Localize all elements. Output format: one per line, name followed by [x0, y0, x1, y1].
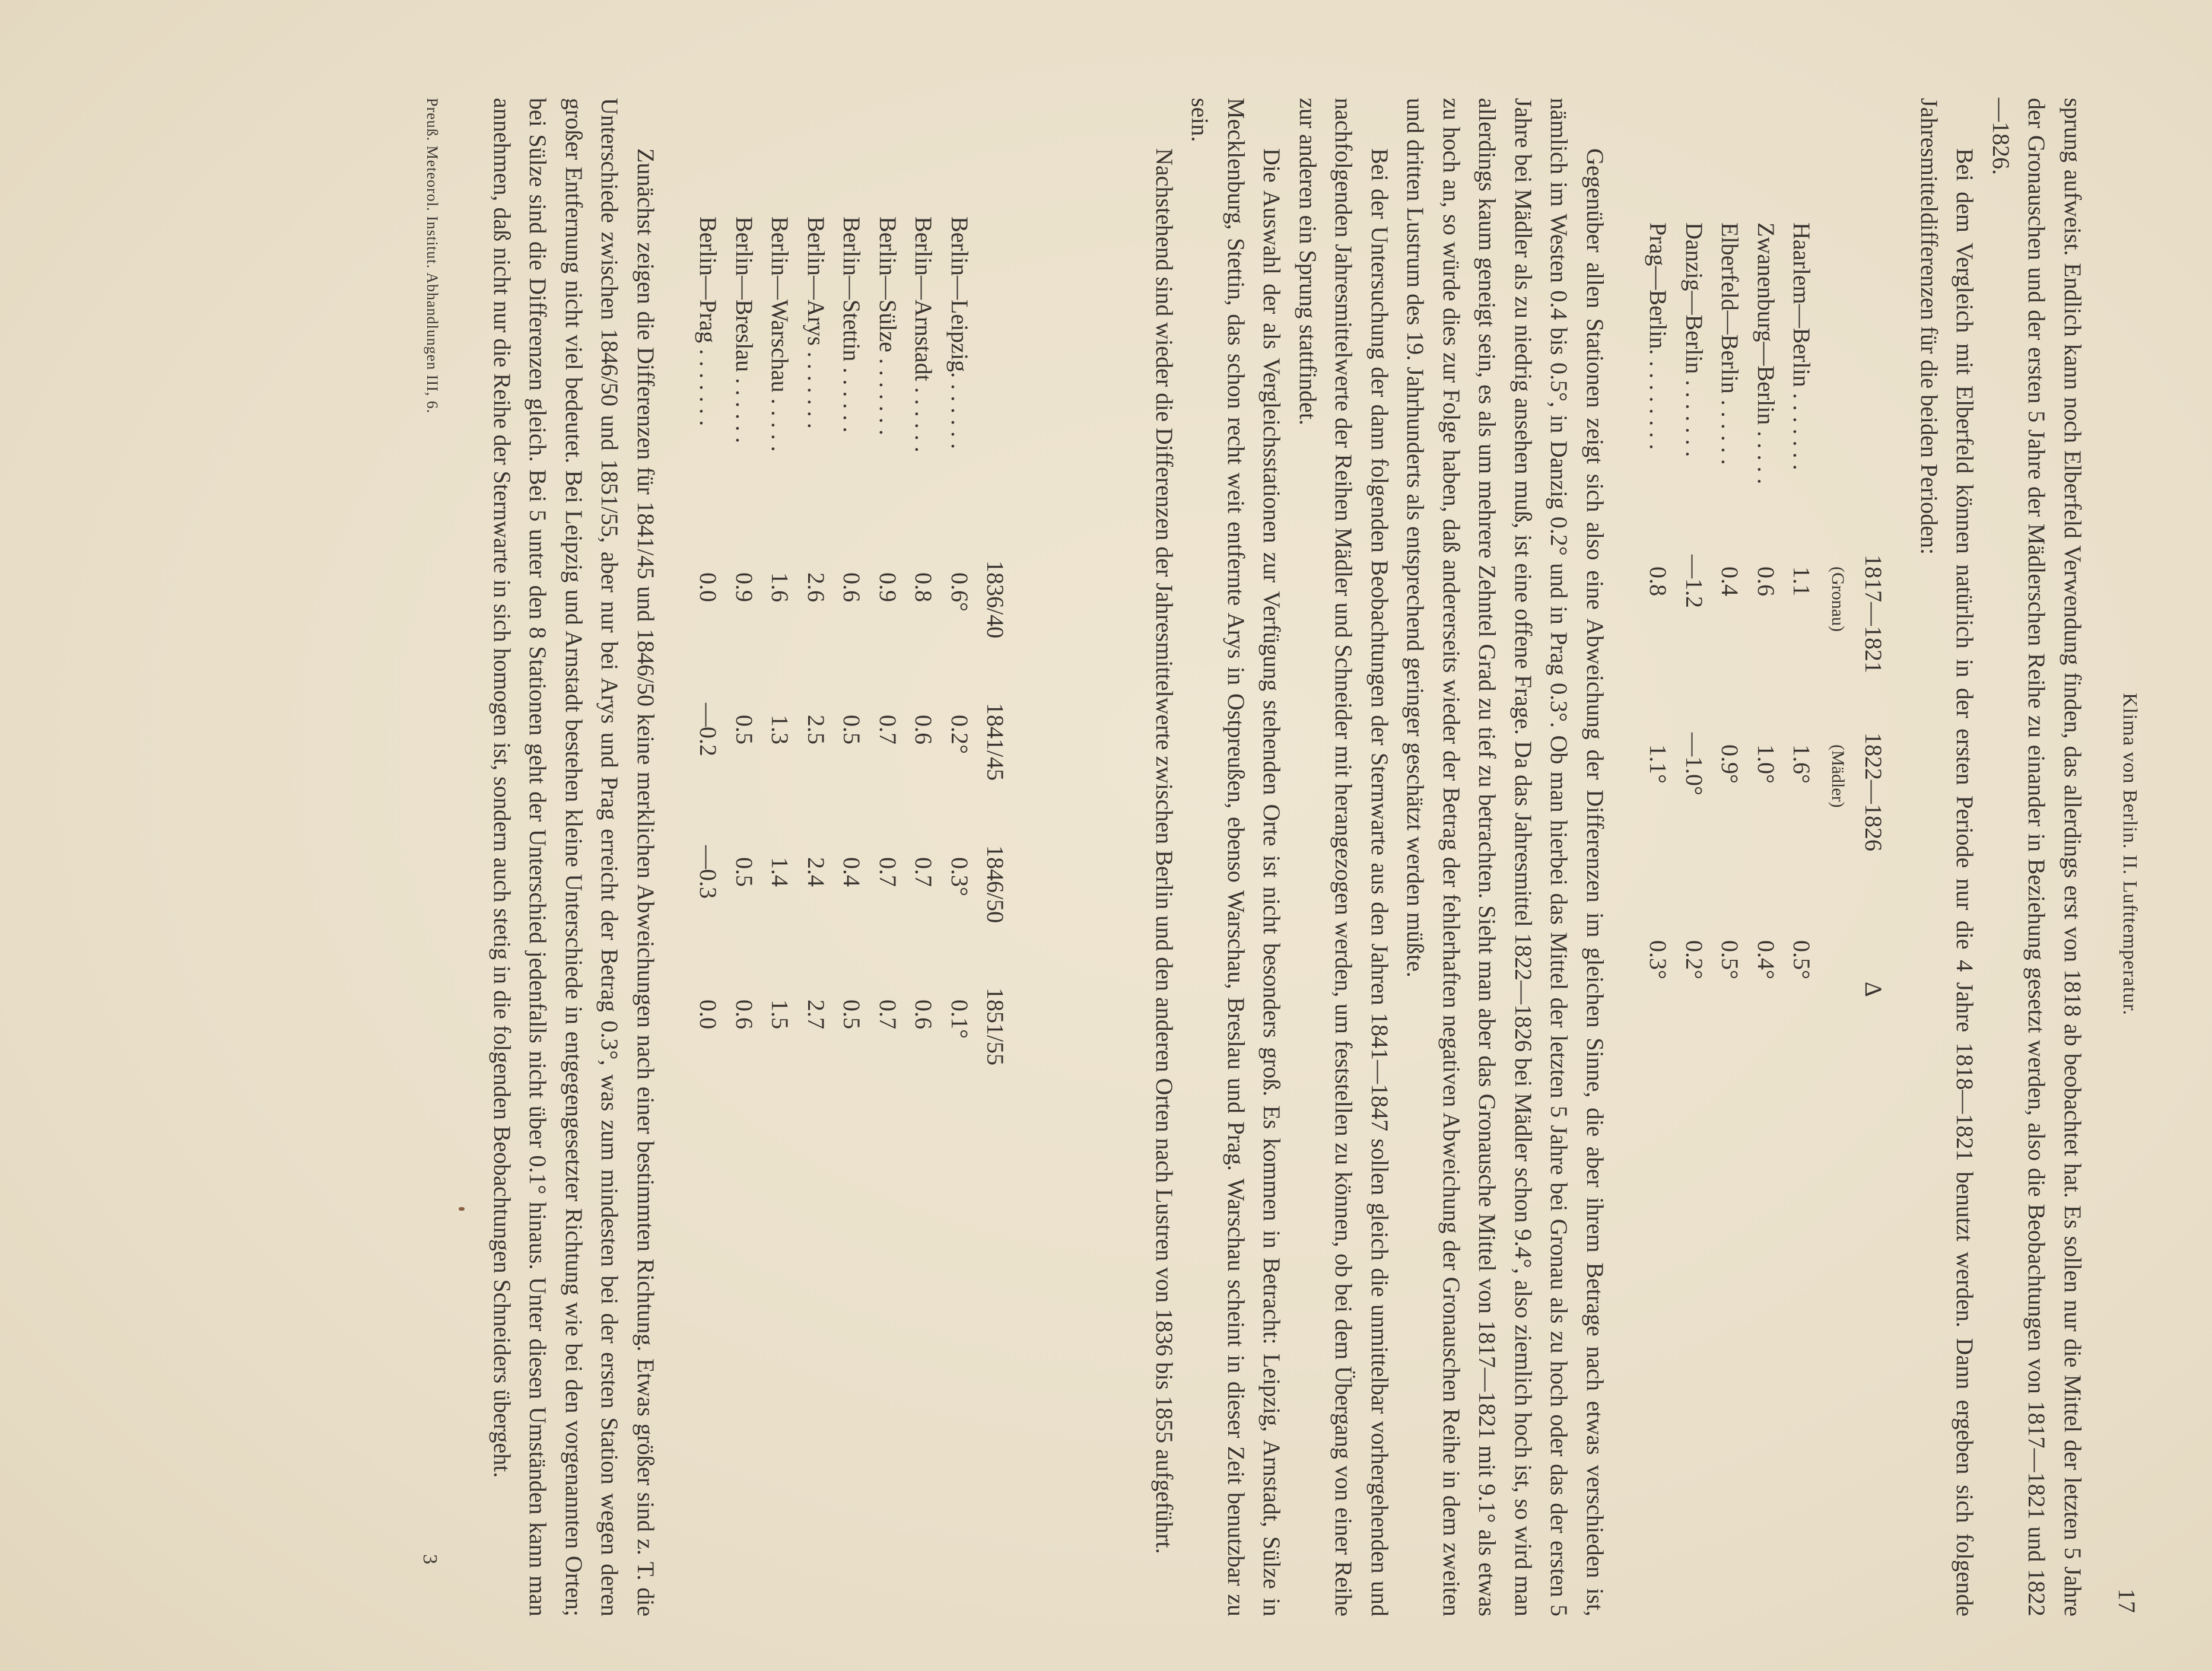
paragraph-7: Zunächst zeigen die Differenzen für 1841/45 und 1846/50 keine merklichen Abweichungen nach einer bestimmten Richtung. Etwas größer sind z. T. die Unterschiede zwischen 1846/50 und 1851/55, aber nur bei Arys und Prag erreicht der Betrag 0.3°, was zum mindesten bei der ersten Station wegen deren großer Entfernung nicht viel bedeutet. Bei Leipzig und Arnstadt bestehen kleine Unterschiede in entgegengesetzter Richtung wie bei den vorgenannten Orten; bei Sülze sind die Differenzen gleich. Bei 5 unter den 8 Stationen geht der Unterschied jedenfalls nicht über 0.1° hinaus. Unter diesen Umständen kann man annehmen, daß nicht nur die Reihe der Sternwarte in sich homogen ist, sondern auch stetig in die folgenden Beobachtungen Schneiders übergeht. — [489, 98, 659, 1616]
cell-value: 0.7 — [874, 1000, 901, 1029]
row-label: Berlin—Breslau . . . . . . — [730, 217, 758, 444]
row-label: Haarlem—Berlin . . . . . . . — [1788, 222, 1816, 470]
cell-value: 0.2° — [1680, 940, 1708, 979]
page-number: 17 — [2114, 1589, 2140, 1613]
cell-value: 1.4 — [767, 857, 794, 887]
cell-value: 0.1° — [946, 1000, 973, 1039]
text-block-1 — [1911, 98, 2091, 1616]
table2-col-header: 1836/40 — [982, 561, 1009, 639]
table-row — [691, 217, 727, 1130]
paragraph-3: Gegenüber allen Stationen zeigt sich also eine Abweichung der Differenzen im gleichen Sinne, die aber ihrem Betrage nach etwas verschieden ist, nämlich im Westen 0.4 bis 0.5°, in Danzig 0.2° und in Prag 0.3°. Ob man hierbei das Mittel der letzten 5 Jahre bei Gronau als zu hoch oder das der ersten 5 Jahre bei Mädler als zu niedrig ansehen muß, ist eine offene Frage. Da das Jahresmittel 1822—1826 bei Mädler schon 9.4°, also ziemlich hoch ist, so wird man allerdings kaum geneigt sein, es als um mehrere Zehntel Grad zu tief zu betrachten. Sieht man aber das Gronausche Mittel von 1817—1821 mit 9.1° als etwas zu hoch an, so würde dies zur Folge haben, daß andererseits wieder der Betrag der fehlerhaften negativen Abweichung der Gronauschen Reihe in dem zweiten und dritten Lustrum des 19. Jahrhunderts als entsprechend geringer geschätzt werden müßte. — [1402, 98, 1609, 1616]
ink-spot — [459, 1207, 465, 1211]
cell-value: 0.4 — [1717, 566, 1744, 596]
cell-value: 0.4° — [1752, 940, 1779, 979]
cell-value: 1.5 — [767, 1000, 794, 1029]
cell-value: 0.2° — [946, 715, 973, 754]
cell-value: 0.6 — [730, 1000, 758, 1029]
cell-value: 0.0 — [695, 1000, 722, 1029]
cell-value: 1.1 — [1788, 566, 1816, 596]
row-label: Berlin—Warschau . . . . . — [767, 217, 794, 452]
paragraph-5: Die Auswahl der als Vergleichsstationen zur Verfügung stehenden Orte ist nicht besonders groß. Es kommen in Betracht: Leipzig, Arnstadt, Sülze in Mecklenburg, Stettin, das schon recht weit entfernte Arys in Ostpreußen, ebenso Warschau, Breslau und Prag. Warschau scheint in dieser Zeit benutzbar zu sein. — [1187, 98, 1286, 1616]
paragraph-2: Bei dem Vergleich mit Elberfeld können natürlich in der ersten Periode nur die 4 Jahre 1818—1821 benutzt werden. Dann ergeben sich folgende Jahresmitteldifferenzen für die beiden Perioden: — [1916, 98, 1979, 1616]
footer-signature: 3 — [419, 1554, 441, 1564]
cell-value: —1.2 — [1680, 555, 1708, 608]
cell-value: 1.1° — [1645, 744, 1672, 784]
row-label: Elberfeld—Berlin . . . . . . — [1717, 222, 1744, 465]
table1-col1-sub: (Gronau) — [1828, 566, 1848, 632]
cell-value: 2.6 — [802, 572, 830, 602]
row-label: Zwanenburg—Berlin . . . . . — [1752, 222, 1779, 485]
table-row — [870, 217, 906, 1130]
table2-col-header: 1846/50 — [982, 845, 1009, 924]
cell-value: 0.5 — [838, 715, 866, 744]
cell-value: 0.6° — [946, 572, 973, 612]
cell-value: 0.7 — [910, 857, 937, 887]
cell-value: —0.2 — [695, 703, 722, 756]
cell-value: 0.6 — [838, 572, 866, 602]
table-row — [798, 217, 834, 1130]
cell-value: 0.7 — [874, 857, 901, 887]
cell-value: 0.5° — [1717, 940, 1744, 979]
table-2 — [691, 217, 1014, 1130]
cell-value: 0.5° — [1788, 940, 1816, 979]
table2-col-header: 1851/55 — [982, 988, 1009, 1066]
cell-value: —0.3 — [695, 845, 722, 899]
cell-value: 0.5 — [730, 715, 758, 744]
cell-value: —1.0° — [1680, 733, 1708, 795]
cell-value: 0.9° — [1717, 744, 1744, 784]
cell-value: 0.6 — [910, 715, 937, 744]
text-block-2 — [1146, 98, 1613, 1616]
cell-value: 1.6° — [1788, 744, 1816, 784]
cell-value: 1.0° — [1752, 744, 1779, 784]
cell-value: 2.5 — [802, 715, 830, 744]
table-row — [1712, 222, 1749, 1154]
paragraph-6: Nachstehend sind wieder die Differenzen der Jahresmittelwerte zwischen Berlin und den anderen Orten nach Lustren von 1836 bis 1855 aufgeführt. — [1151, 148, 1178, 1554]
table1-col3-header: Δ — [1860, 982, 1887, 997]
cell-value: 0.6 — [1752, 566, 1779, 596]
row-label: Berlin—Arnstadt . . . . . . — [910, 217, 937, 453]
cell-value: 1.6 — [767, 572, 794, 602]
cell-value: 0.3° — [946, 857, 973, 896]
table-row — [726, 217, 762, 1130]
cell-value: 0.3° — [1645, 940, 1672, 979]
text-block-3 — [484, 98, 664, 1616]
paragraph-1: sprung aufweist. Endlich kann noch Elberfeld Verwendung finden, das allerdings erst von 1818 ab beobachtet hat. Es sollen nur die Mittel der letzten 5 Jahre der Gronauschen und der ersten 5 Jahre der Mädlerschen Reihe zu einander in Beziehung gesetzt werden, also die Beobachtungen von 1817—1821 und 1822—1826. — [1988, 98, 2086, 1616]
cell-value: 0.8 — [1645, 566, 1672, 596]
cell-value: 0.8 — [910, 572, 937, 602]
table1-col1-header: 1817—1821 — [1860, 555, 1887, 673]
table-row — [1748, 222, 1784, 1154]
cell-value: 0.9 — [730, 572, 758, 602]
row-label: Berlin—Arys . . . . . . . — [802, 217, 830, 429]
row-label: Berlin—Prag . . . . . . . — [695, 217, 722, 426]
cell-value: 0.5 — [838, 1000, 866, 1029]
table-row — [1641, 222, 1677, 1154]
cell-value: 0.4 — [838, 857, 866, 887]
cell-value: 1.3 — [767, 715, 794, 744]
row-label: Prag—Berlin. . . . . . . . . — [1645, 222, 1672, 450]
cell-value: 2.7 — [802, 1000, 830, 1029]
table1-col2-sub: (Mädler) — [1828, 744, 1848, 808]
table-row — [1784, 222, 1820, 1154]
cell-value: 2.4 — [802, 857, 830, 887]
cell-value: 0.5 — [730, 857, 758, 887]
table2-col-header: 1841/45 — [982, 703, 1009, 781]
cell-value: 0.9 — [874, 572, 901, 602]
row-label: Berlin—Stettin . . . . . . — [838, 217, 866, 433]
table-row — [762, 217, 799, 1130]
row-label: Berlin—Sülze . . . . . . . — [874, 217, 901, 435]
cell-value: 0.0 — [695, 572, 722, 602]
paragraph-4: Bei der Untersuchung der dann folgenden Beobachtungen der Sternwarte aus den Jahren 1841—1847 sollen gleich die unmittelbar vorhergehenden und nachfolgenden Jahresmittelwerte der Reihen Mädler und Schneider mit herangezogen werden, um feststellen zu können, ob bei dem Übergang von einer Reihe zur anderen ein Sprung stattfindet. — [1295, 98, 1393, 1616]
footer-imprint: Preuß. Meteorol. Institut. Abhandlungen III, 6. — [424, 98, 441, 414]
table-row — [834, 217, 870, 1130]
running-title: Klima von Berlin. II. Lufttemperatur. — [2119, 692, 2141, 1016]
table-row — [942, 217, 978, 1130]
row-label: Danzig—Berlin . . . . . . . — [1680, 222, 1708, 457]
table-row — [1676, 222, 1712, 1154]
table-1 — [1641, 222, 1892, 1154]
row-label: Berlin—Leipzig. . . . . . . — [946, 217, 973, 450]
table-row — [906, 217, 942, 1130]
cell-value: 0.6 — [910, 1000, 937, 1029]
table1-col2-header: 1822—1826 — [1860, 733, 1887, 851]
cell-value: 0.7 — [874, 715, 901, 744]
